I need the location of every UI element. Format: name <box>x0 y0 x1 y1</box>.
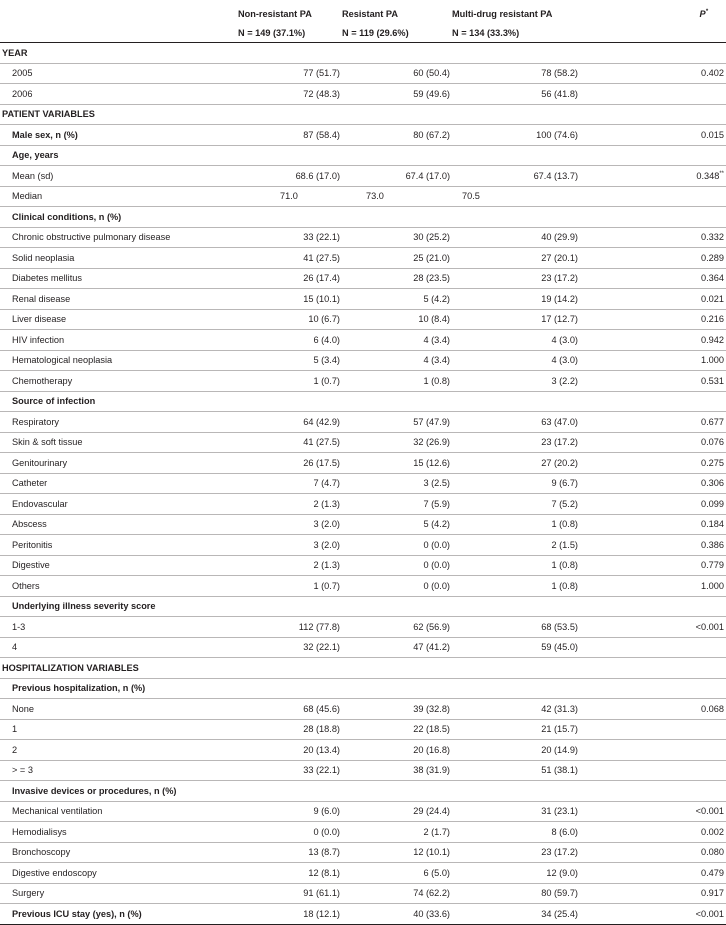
cell-resistant: 10 (8.4) <box>418 314 450 325</box>
table-row <box>0 678 726 699</box>
cell-nonresistant: 64 (42.9) <box>303 416 340 427</box>
col-resistant-header: Resistant PA <box>342 9 398 19</box>
cell-nonresistant: 68 (45.6) <box>303 703 340 714</box>
p-value: 0.942 <box>701 334 724 345</box>
table-row <box>0 227 726 248</box>
p-value: 0.332 <box>701 232 724 243</box>
cell-spacer <box>580 186 630 207</box>
row-label: 2005 <box>12 68 33 79</box>
row-label: Diabetes mellitus <box>12 273 82 284</box>
row-label: Digestive endoscopy <box>12 867 97 878</box>
p-value: 0.216 <box>701 314 724 325</box>
table-row <box>0 494 726 515</box>
cell-resistant: 62 (56.9) <box>413 621 450 632</box>
cell-p-value <box>630 863 726 884</box>
cell-mdr: 4 (3.0) <box>551 334 578 345</box>
table-row <box>0 248 726 269</box>
cell-spacer <box>580 576 630 597</box>
table-row <box>0 166 726 187</box>
table-row <box>0 309 726 330</box>
col-mdr-header: Multi-drug resistant PA <box>452 9 553 19</box>
row-label: Liver disease <box>12 314 67 325</box>
cell-spacer <box>580 473 630 494</box>
cell-p-value <box>630 842 726 863</box>
cell-nonresistant: 112 (77.8) <box>298 621 340 632</box>
cell-resistant: 57 (47.9) <box>413 416 450 427</box>
row-label: Skin & soft tissue <box>12 437 83 448</box>
table-row <box>0 43 726 64</box>
cell-mdr: 19 (14.2) <box>541 293 578 304</box>
table-row <box>0 125 726 146</box>
cell-nonresistant: 91 (61.1) <box>303 888 340 899</box>
row-label: Mechanical ventilation <box>12 806 103 817</box>
table-row <box>0 289 726 310</box>
p-value: 0.021 <box>701 293 724 304</box>
cell-resistant: 80 (67.2) <box>413 129 450 140</box>
cell-mdr: 12 (9.0) <box>546 867 578 878</box>
cell-resistant: 25 (21.0) <box>413 252 450 263</box>
cell-nonresistant: 0 (0.0) <box>313 826 340 837</box>
p-value: 0.275 <box>701 457 724 468</box>
cell-p-value <box>630 330 726 351</box>
cell-mdr: 31 (23.1) <box>541 806 578 817</box>
group-heading: Source of infection <box>12 396 96 407</box>
cell-nonresistant: 1 (0.7) <box>313 580 340 591</box>
cell-mdr: 1 (0.8) <box>551 580 578 591</box>
p-value: 0.779 <box>701 560 724 571</box>
cell-resistant: 59 (49.6) <box>413 88 450 99</box>
row-label: 2 <box>12 744 18 755</box>
cell-resistant: 1 (0.8) <box>423 375 450 386</box>
cell-nonresistant: 5 (3.4) <box>313 355 340 366</box>
cell-mdr: 70.5 <box>462 191 480 202</box>
row-label: 4 <box>12 642 18 653</box>
cell-nonresistant: 77 (51.7) <box>303 68 340 79</box>
cell-nonresistant: 26 (17.5) <box>303 457 340 468</box>
row-label: 2006 <box>12 88 33 99</box>
cell-nonresistant: 3 (2.0) <box>313 519 340 530</box>
cell-resistant: 32 (26.9) <box>413 437 450 448</box>
cell-nonresistant: 2 (1.3) <box>313 560 340 571</box>
cell-nonresistant: 2 (1.3) <box>313 498 340 509</box>
p-value: 0.002 <box>701 826 724 837</box>
cell-spacer <box>580 227 630 248</box>
row-label: Chemotherapy <box>12 375 73 386</box>
cell-p-value <box>630 186 726 207</box>
cell-nonresistant: 26 (17.4) <box>303 273 340 284</box>
cell-resistant: 28 (23.5) <box>413 273 450 284</box>
cell-p-value <box>630 432 726 453</box>
cell-spacer <box>580 330 630 351</box>
table-row <box>0 391 726 412</box>
table-row <box>0 822 726 843</box>
cell-p-value <box>630 350 726 371</box>
table-row <box>0 719 726 740</box>
row-label: Previous ICU stay (yes), n (%) <box>12 908 142 919</box>
table-row <box>0 904 726 925</box>
cell-resistant: 12 (10.1) <box>413 847 450 858</box>
cell-mdr: 1 (0.8) <box>551 519 578 530</box>
cell-resistant: 67.4 (17.0) <box>405 170 450 181</box>
cell-p-value <box>630 576 726 597</box>
p-value: 0.068 <box>701 703 724 714</box>
cell-mdr: 56 (41.8) <box>541 88 578 99</box>
cell-mdr: 78 (58.2) <box>541 68 578 79</box>
table-row <box>0 432 726 453</box>
cell-mdr: 40 (29.9) <box>541 232 578 243</box>
table-body <box>0 43 726 925</box>
table-row <box>0 555 726 576</box>
row-label: Surgery <box>12 888 45 899</box>
group-heading: Age, years <box>12 150 59 161</box>
cell-p-value <box>630 84 726 105</box>
p-value: 0.306 <box>701 478 724 489</box>
cell-nonresistant: 15 (10.1) <box>303 293 340 304</box>
table-row <box>0 207 726 228</box>
cell-nonresistant: 41 (27.5) <box>303 252 340 263</box>
col-nonresistant-header: Non-resistant PA <box>238 9 312 19</box>
cell-nonresistant: 12 (8.1) <box>308 867 340 878</box>
cell-spacer <box>580 268 630 289</box>
cell-spacer <box>580 350 630 371</box>
table-row <box>0 863 726 884</box>
cell-mdr: 9 (6.7) <box>551 478 578 489</box>
p-value: 0.099 <box>701 498 724 509</box>
cell-spacer <box>580 289 630 310</box>
cell-spacer <box>580 863 630 884</box>
row-label: Respiratory <box>12 416 59 427</box>
table-header <box>0 0 726 43</box>
cell-p-value <box>630 125 726 146</box>
col-resistant-n: N = 119 (29.6%) <box>342 28 409 38</box>
cell-resistant: 29 (24.4) <box>413 806 450 817</box>
cell-p-value <box>630 494 726 515</box>
cell-spacer <box>580 63 630 84</box>
p-value: 0.076 <box>701 437 724 448</box>
cell-spacer <box>580 412 630 433</box>
p-value: 0.184 <box>701 519 724 530</box>
col-mdr-n: N = 134 (33.3%) <box>452 28 520 38</box>
p-value-footnote: ** <box>719 170 724 177</box>
cell-resistant: 15 (12.6) <box>413 457 450 468</box>
cell-p-value <box>630 822 726 843</box>
cell-mdr: 34 (25.4) <box>541 908 578 919</box>
cell-p-value <box>630 371 726 392</box>
cell-spacer <box>580 760 630 781</box>
cell-spacer <box>580 719 630 740</box>
col-p-header: P* <box>699 8 708 19</box>
cell-mdr: 51 (38.1) <box>541 765 578 776</box>
row-label: > = 3 <box>12 765 33 776</box>
p-value: 0.015 <box>701 129 724 140</box>
table-row <box>0 842 726 863</box>
row-label: Catheter <box>12 478 48 489</box>
cell-resistant: 22 (18.5) <box>413 724 450 735</box>
cell-resistant: 6 (5.0) <box>423 867 450 878</box>
table-row <box>0 145 726 166</box>
p-value: 0.386 <box>701 539 724 550</box>
cell-mdr: 80 (59.7) <box>541 888 578 899</box>
cell-mdr: 68 (53.5) <box>541 621 578 632</box>
cell-spacer <box>580 617 630 638</box>
cell-mdr: 42 (31.3) <box>541 703 578 714</box>
cell-nonresistant: 87 (58.4) <box>303 129 340 140</box>
cell-p-value <box>630 227 726 248</box>
cell-resistant: 20 (16.8) <box>413 744 450 755</box>
cell-nonresistant: 33 (22.1) <box>303 232 340 243</box>
cell-nonresistant: 13 (8.7) <box>308 847 340 858</box>
table-row <box>0 699 726 720</box>
row-label: None <box>12 703 34 714</box>
table-row <box>0 883 726 904</box>
p-value: <0.001 <box>695 908 724 919</box>
table-row <box>0 63 726 84</box>
cell-spacer <box>580 309 630 330</box>
p-value: 1.000 <box>701 355 724 366</box>
table-row <box>0 350 726 371</box>
cell-resistant: 4 (3.4) <box>423 334 450 345</box>
cell-p-value <box>630 740 726 761</box>
table-row <box>0 514 726 535</box>
table-row <box>0 412 726 433</box>
row-label: Hemodialisys <box>12 826 67 837</box>
table-row <box>0 104 726 125</box>
cell-resistant: 73.0 <box>366 191 384 202</box>
cell-nonresistant: 68.6 (17.0) <box>295 170 340 181</box>
group-heading: Invasive devices or procedures, n (%) <box>12 785 177 796</box>
cell-spacer <box>580 842 630 863</box>
cell-resistant: 4 (3.4) <box>423 355 450 366</box>
cell-resistant: 40 (33.6) <box>413 908 450 919</box>
cell-spacer <box>580 166 630 187</box>
cell-spacer <box>580 248 630 269</box>
cell-spacer <box>580 740 630 761</box>
cell-spacer <box>580 555 630 576</box>
section-heading: HOSPITALIZATION VARIABLES <box>2 662 139 673</box>
cell-mdr: 3 (2.2) <box>551 375 578 386</box>
table-row <box>0 740 726 761</box>
row-label: HIV infection <box>12 334 65 345</box>
cell-p-value <box>630 473 726 494</box>
cell-mdr: 27 (20.2) <box>541 457 578 468</box>
p-value: 0.531 <box>701 375 724 386</box>
cell-spacer <box>580 494 630 515</box>
section-heading: YEAR <box>2 47 28 58</box>
section-heading: PATIENT VARIABLES <box>2 109 95 120</box>
cell-resistant: 3 (2.5) <box>423 478 450 489</box>
row-label: 1-3 <box>12 621 26 632</box>
p-value: <0.001 <box>695 806 724 817</box>
p-value: 0.080 <box>701 847 724 858</box>
cell-spacer <box>580 801 630 822</box>
row-label: Genitourinary <box>12 457 68 468</box>
row-label: Endovascular <box>12 498 68 509</box>
cell-spacer <box>580 453 630 474</box>
cell-mdr: 67.4 (13.7) <box>533 170 578 181</box>
row-label: Digestive <box>12 560 50 571</box>
table-row <box>0 84 726 105</box>
group-heading: Clinical conditions, n (%) <box>12 211 122 222</box>
cell-mdr: 21 (15.7) <box>541 724 578 735</box>
table-row <box>0 371 726 392</box>
cell-nonresistant: 28 (18.8) <box>303 724 340 735</box>
cell-mdr: 4 (3.0) <box>551 355 578 366</box>
table-row <box>0 330 726 351</box>
row-label: Others <box>12 580 40 591</box>
table-row <box>0 781 726 802</box>
table-row <box>0 473 726 494</box>
cell-resistant: 0 (0.0) <box>423 539 450 550</box>
table-row <box>0 186 726 207</box>
col-nonresistant-n: N = 149 (37.1%) <box>238 28 306 38</box>
cell-nonresistant: 9 (6.0) <box>313 806 340 817</box>
p-value: 0.917 <box>701 888 724 899</box>
cell-resistant: 7 (5.9) <box>423 498 450 509</box>
cell-nonresistant: 71.0 <box>280 191 298 202</box>
cell-resistant: 2 (1.7) <box>423 826 450 837</box>
cell-resistant: 0 (0.0) <box>423 560 450 571</box>
cell-mdr: 63 (47.0) <box>541 416 578 427</box>
cell-p-value <box>630 535 726 556</box>
cell-spacer <box>580 535 630 556</box>
cell-nonresistant: 20 (13.4) <box>303 744 340 755</box>
cell-spacer <box>580 514 630 535</box>
cell-p-value <box>630 268 726 289</box>
cell-nonresistant: 1 (0.7) <box>313 375 340 386</box>
cell-resistant: 5 (4.2) <box>423 293 450 304</box>
p-value: 0.402 <box>701 68 724 79</box>
table-row <box>0 596 726 617</box>
cell-p-value <box>630 699 726 720</box>
row-label: Bronchoscopy <box>12 847 71 858</box>
cell-p-value <box>630 309 726 330</box>
cell-spacer <box>580 84 630 105</box>
table-row <box>0 268 726 289</box>
cell-spacer <box>580 699 630 720</box>
cell-nonresistant: 33 (22.1) <box>303 765 340 776</box>
cell-p-value <box>630 248 726 269</box>
cell-p-value <box>630 904 726 925</box>
cell-p-value <box>630 801 726 822</box>
cell-p-value <box>630 637 726 658</box>
group-heading: Previous hospitalization, n (%) <box>12 683 146 694</box>
cell-p-value <box>630 453 726 474</box>
cell-nonresistant: 41 (27.5) <box>303 437 340 448</box>
cell-p-value <box>630 289 726 310</box>
p-value: 0.364 <box>701 273 724 284</box>
p-value: <0.001 <box>695 621 724 632</box>
cell-resistant: 0 (0.0) <box>423 580 450 591</box>
p-value: 1.000 <box>701 580 724 591</box>
cell-mdr: 8 (6.0) <box>551 826 578 837</box>
group-heading: Underlying illness severity score <box>12 601 156 612</box>
table-row <box>0 535 726 556</box>
cell-resistant: 39 (32.8) <box>413 703 450 714</box>
cell-mdr: 1 (0.8) <box>551 560 578 571</box>
cell-nonresistant: 32 (22.1) <box>303 642 340 653</box>
cell-nonresistant: 3 (2.0) <box>313 539 340 550</box>
cell-p-value <box>630 719 726 740</box>
cell-spacer <box>580 432 630 453</box>
table-row <box>0 576 726 597</box>
table-row <box>0 658 726 679</box>
cell-p-value <box>630 760 726 781</box>
cell-spacer <box>580 822 630 843</box>
row-label: Solid neoplasia <box>12 252 75 263</box>
cell-spacer <box>580 125 630 146</box>
cell-mdr: 23 (17.2) <box>541 273 578 284</box>
row-label: Male sex, n (%) <box>12 129 78 140</box>
cell-spacer <box>580 371 630 392</box>
cell-p-value <box>630 883 726 904</box>
row-label: Chronic obstructive pulmonary disease <box>12 232 171 243</box>
cell-mdr: 27 (20.1) <box>541 252 578 263</box>
p-value: 0.677 <box>701 416 724 427</box>
p-value: 0.348 <box>696 170 720 181</box>
cell-p-value <box>630 166 726 187</box>
table-row <box>0 760 726 781</box>
cell-spacer <box>580 883 630 904</box>
cell-spacer <box>580 904 630 925</box>
p-value: 0.289 <box>701 252 724 263</box>
cell-nonresistant: 6 (4.0) <box>313 334 340 345</box>
cell-mdr: 23 (17.2) <box>541 847 578 858</box>
row-label: 1 <box>12 724 18 735</box>
table-row <box>0 617 726 638</box>
cell-resistant: 74 (62.2) <box>413 888 450 899</box>
cell-p-value <box>630 514 726 535</box>
table-row <box>0 637 726 658</box>
row-label: Abscess <box>12 519 47 530</box>
cell-mdr: 7 (5.2) <box>551 498 578 509</box>
cell-mdr: 20 (14.9) <box>541 744 578 755</box>
cell-spacer <box>580 637 630 658</box>
row-label: Peritonitis <box>12 539 53 550</box>
cell-nonresistant: 10 (6.7) <box>308 314 340 325</box>
cell-nonresistant: 72 (48.3) <box>303 88 340 99</box>
cell-mdr: 2 (1.5) <box>551 539 578 550</box>
table-row <box>0 453 726 474</box>
cell-mdr: 59 (45.0) <box>541 642 578 653</box>
cell-mdr: 100 (74.6) <box>536 129 578 140</box>
p-value: 0.479 <box>701 867 724 878</box>
row-label: Mean (sd) <box>12 170 54 181</box>
cell-nonresistant: 7 (4.7) <box>313 478 340 489</box>
table-row <box>0 801 726 822</box>
cell-resistant: 38 (31.9) <box>413 765 450 776</box>
cell-mdr: 17 (12.7) <box>541 314 578 325</box>
cell-resistant: 60 (50.4) <box>413 68 450 79</box>
cell-nonresistant: 18 (12.1) <box>303 908 340 919</box>
cell-p-value <box>630 555 726 576</box>
row-label: Hematological neoplasia <box>12 355 113 366</box>
row-label: Renal disease <box>12 293 71 304</box>
cell-resistant: 30 (25.2) <box>413 232 450 243</box>
row-label: Median <box>12 191 43 202</box>
cell-resistant: 5 (4.2) <box>423 519 450 530</box>
cell-mdr: 23 (17.2) <box>541 437 578 448</box>
cell-p-value <box>630 617 726 638</box>
cell-resistant: 47 (41.2) <box>413 642 450 653</box>
cell-p-value <box>630 63 726 84</box>
cell-p-value <box>630 412 726 433</box>
